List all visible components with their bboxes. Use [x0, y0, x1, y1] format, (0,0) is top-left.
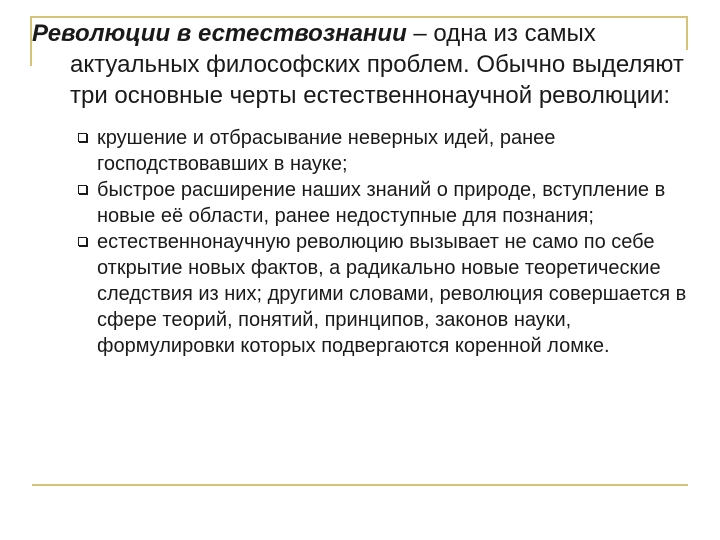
intro-text: – одна из самых актуальных философских проблем. Обычно выделяют три основные черты естественнонаучной революции:: [70, 20, 684, 109]
bullet-list: [32, 125, 692, 359]
intro-term: Революции в естествознании: [32, 20, 407, 47]
hollow-square-bullet-icon: [78, 185, 87, 194]
slide-content: [32, 18, 692, 359]
bullet-item: [32, 177, 692, 229]
intro-paragraph: [32, 18, 692, 111]
bullet-item: [32, 125, 692, 177]
frame-bottom-line: [32, 484, 688, 486]
hollow-square-bullet-icon: [78, 133, 87, 142]
bullet-text: естественнонаучную революцию вызывает не само по себе открытие новых фактов, а радикально новые теоретические следствия из них; другими словами, революция совершается в сфере теорий, понятий, принципов, законов науки, формулировки которых подвергаются коренной ломке.: [97, 231, 687, 357]
hollow-square-bullet-icon: [78, 237, 87, 246]
bullet-text: быстрое расширение наших знаний о природе, вступление в новые её области, ранее недоступные для познания;: [97, 179, 666, 227]
bullet-text: крушение и отбрасывание неверных идей, ранее господствовавших в науке;: [97, 127, 556, 175]
bullet-item: [32, 229, 692, 359]
